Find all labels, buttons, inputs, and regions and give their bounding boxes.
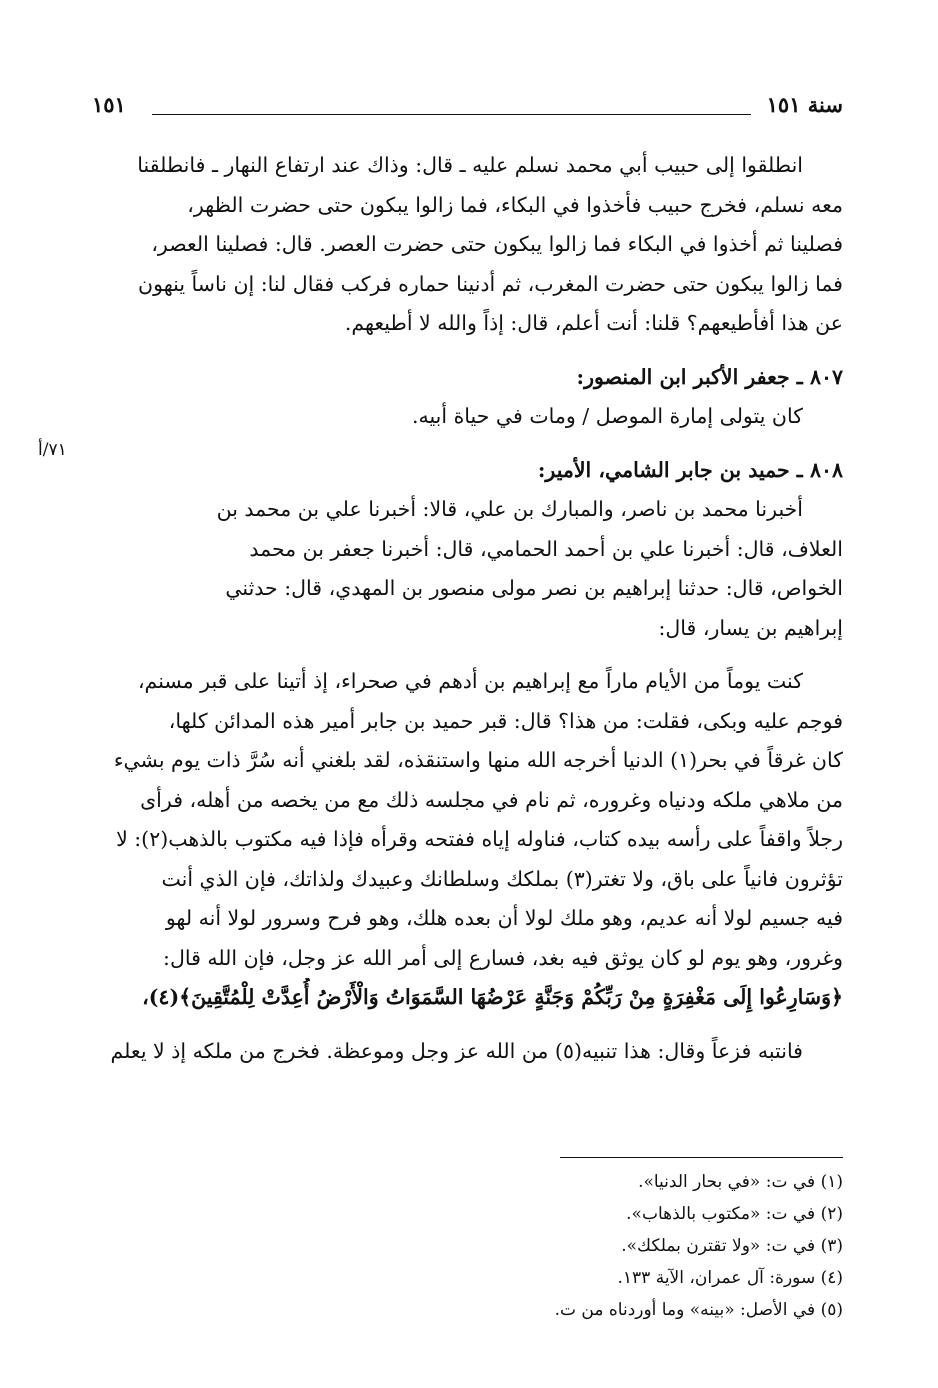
story-line: كنت يوماً من الأيام ماراً مع إبراهيم بن أدهم في صحراء، إذ أتينا على قبر مسنم، — [137, 669, 803, 693]
footnote: (٣) في ت: «ولا تقترن بملكك». — [621, 1236, 843, 1256]
text-line: معه نسلم، فخرج حبيب فأخذوا في البكاء، فما زالوا يبكون حتى حضرت الظهر، — [187, 192, 843, 217]
story-line: من ملاهي ملكه ودنياه وغروره، ثم نام في مجلسه ذلك مع من يخصه من أهله، فرأى — [140, 787, 843, 812]
isnad-line: العلاف، قال: أخبرنا علي بن أحمد الحمامي، قال: أخبرنا جعفر بن محمد — [249, 536, 843, 561]
story-line: فوجم عليه وبكى، فقلت: من هذا؟ قال: قبر حميد بن جابر أمير هذه المدائن كلها، — [168, 708, 843, 733]
story-line: رجلاً واقفاً على رأسه بيده كتاب، فناوله إياه ففتحه وقرأه فإذا فيه مكتوب بالذهب(٢): لا — [116, 827, 843, 851]
page-number: ١٥١ — [92, 92, 126, 117]
entry-text-807: كان يتولى إمارة الموصل / ومات في حياة أبيه. — [411, 404, 803, 428]
story-line: كان غرقاً في بحر(١) الدنيا أخرجه الله منها واستنقذه، لقد بلغني أنه سُرَّ ذات يوم بشيء — [113, 748, 843, 772]
story-line: وغرور، وهو يوم لو كان يوثق فيه بغد، فسارع إلى أمر الله عز وجل، فإن الله قال: — [163, 945, 843, 970]
text-line: فما زالوا يبكون حتى حضرت المغرب، ثم أدنينا حماره فركب فقال لنا: إن ناساً ينهون — [138, 271, 843, 296]
footnotes — [555, 1166, 843, 1326]
isnad-line: أخبرنا محمد بن ناصر، والمبارك بن علي، قالا: أخبرنا علي بن محمد بن — [216, 497, 803, 521]
isnad-line: الخواص، قال: حدثنا إبراهيم بن نصر مولى منصور بن المهدي، قال: حدثني — [225, 576, 843, 600]
text-line: عن هذا أفأطيعهم؟ قلنا: أنت أعلم، قال: إذاً والله لا أطيعهم. — [344, 311, 843, 335]
margin-folio-note: ٧١/أ — [38, 440, 67, 460]
story-line: تؤثرون فانياً على باق، ولا تغتر(٣) بملكك وسلطانك وعبيدك ولذاتك، فإن الذي أنت — [161, 866, 843, 891]
main-text — [95, 146, 843, 1071]
footnote: (٥) في الأصل: «بينه» وما أوردناه من ت. — [554, 1300, 843, 1320]
footnote: (٤) سورة: آل عمران، الآية ١٣٣. — [617, 1268, 843, 1288]
quran-verse: ﴿وَسَارِعُوا إِلَى مَغْفِرَةٍ مِنْ رَبِّكُمْ وَجَنَّةٍ عَرْضُهَا السَّمَوَاتُ وَالْأَرْضُ أُعِدَّتْ لِلْمُتَّقِينَ﴾(٤)، — [142, 985, 843, 1009]
entry-heading-808: ٨٠٨ ـ حميد بن جابر الشامي، الأمير: — [537, 457, 843, 482]
entry-heading-807: ٨٠٧ ـ جعفر الأكبر ابن المنصور: — [576, 364, 843, 389]
isnad-line: إبراهيم بن يسار، قال: — [658, 615, 843, 640]
footnote-separator — [560, 1157, 843, 1158]
story-line: فيه جسيم لولا أنه عديم، وهو ملك لولا أن بعده هلك، وهو فرح وسرور لولا أنه لهو — [165, 906, 843, 930]
text-line: فصلينا ثم أخذوا في البكاء فما زالوا يبكون حتى حضرت العصر. قال: فصلينا العصر، — [151, 232, 843, 256]
text-line: انطلقوا إلى حبيب أبي محمد نسلم عليه ـ قال: وذاك عند ارتفاع النهار ـ فانطلقنا — [137, 153, 803, 177]
story-line: فانتبه فزعاً وقال: هذا تنبيه(٥) من الله عز وجل وموعظة. فخرج من ملكه إذ لا يعلم — [110, 1038, 803, 1063]
page-header — [92, 92, 843, 132]
footnote: (٢) في ت: «مكتوب بالذهاب». — [626, 1204, 843, 1224]
header-rule — [152, 114, 751, 115]
running-title: سنة ١٥١ — [766, 92, 843, 117]
footnote: (١) في ت: «في بحار الدنيا». — [638, 1172, 843, 1192]
